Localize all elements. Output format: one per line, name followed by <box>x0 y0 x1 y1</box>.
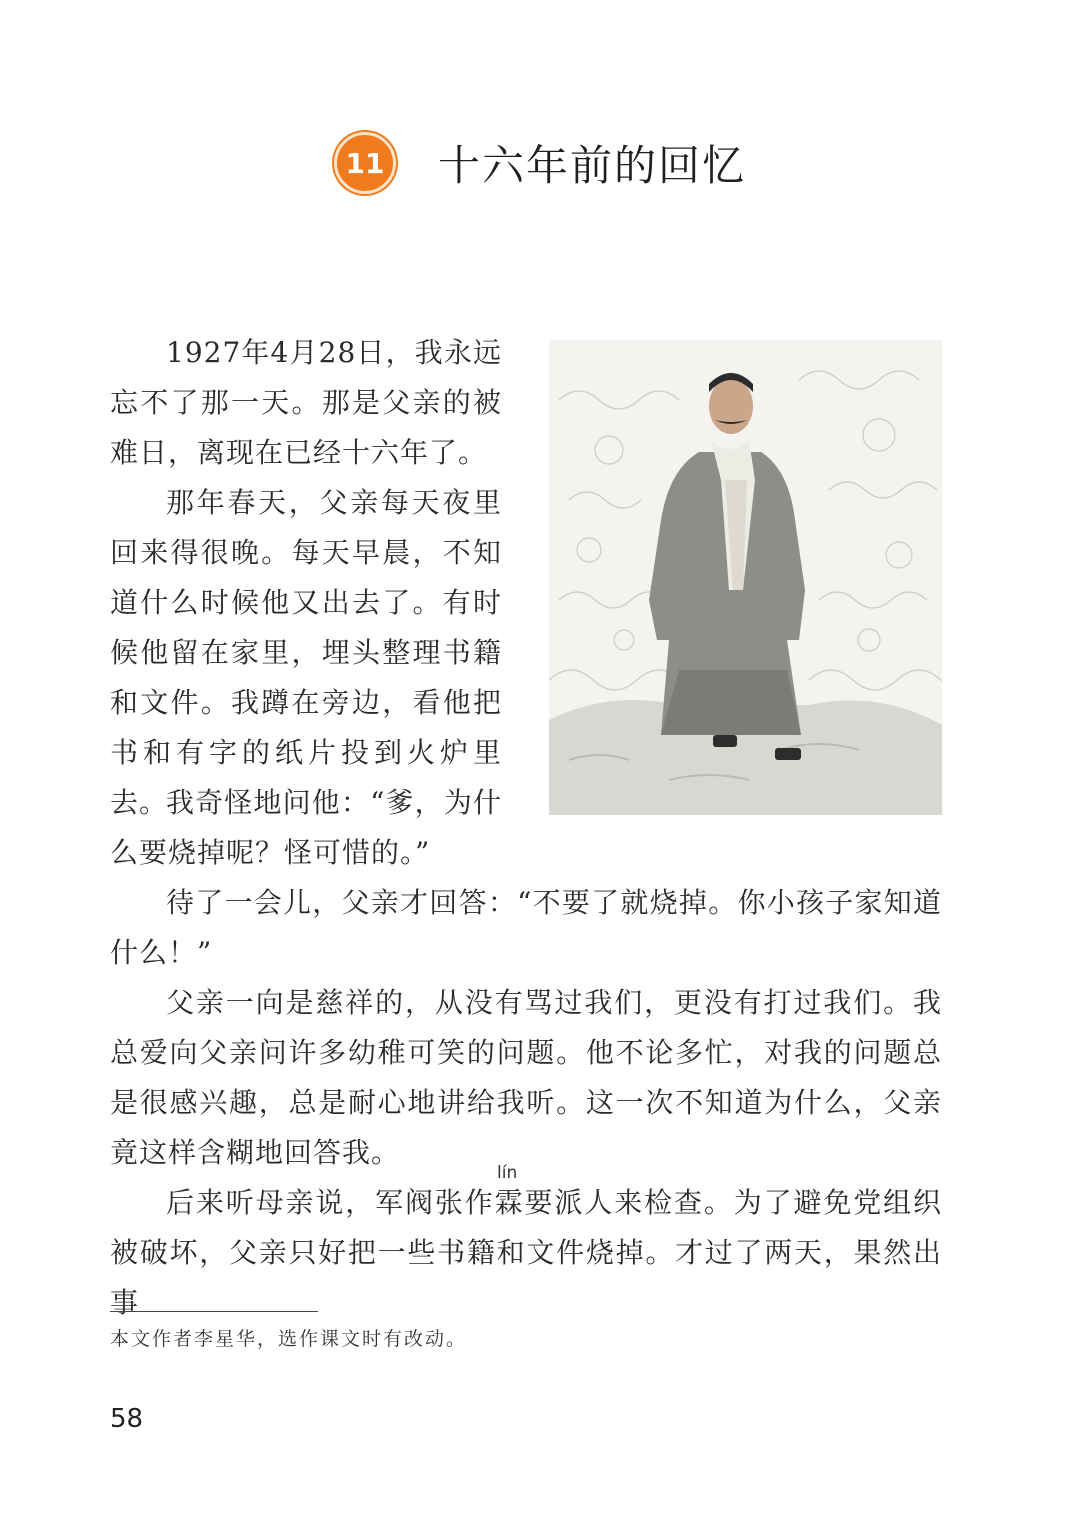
paragraph-2: 那年春天，父亲每天夜里回来得很晚。每天早晨，不知道什么时候他又出去了。有时候他留在家里，埋头整理书籍和文件。我蹲在旁边，看他把书和有字的纸片投到火炉里去。 <box>110 486 502 819</box>
paragraph-3: 我奇怪地问他：“爹，为什么要烧掉呢？怪可惜的。” <box>110 786 502 869</box>
paragraph-5: 父亲一向是慈祥的，从没有骂过我们，更没有打过我们。我总爱向父亲问许多幼稚可笑的问题。他不论多忙，对我的问题总是很感兴趣，总是耐心地讲给我听。这一次不知道为什么，父亲竟这样含糊地回答我。 <box>110 986 942 1169</box>
lesson-number-badge: 11 <box>334 132 396 194</box>
paragraph-6: 后来听母亲说，军阀张作霖要派人来检查。为了避免党组织被破坏，父亲只好把一些书籍和文件烧掉。才过了两天，果然出事 <box>110 1186 942 1319</box>
footnote: 本文作者李星华，选作课文时有改动。 <box>110 1328 468 1350</box>
lesson-header <box>0 132 1080 194</box>
page-number: 58 <box>110 1404 144 1434</box>
footnote-divider <box>110 1311 318 1312</box>
portrait-illustration <box>549 340 942 815</box>
paragraph-1: 1927年4月28日，我永远忘不了那一天。那是父亲的被难日，离现在已经十六年了。 <box>110 336 502 469</box>
page-title: 十六年前的回忆 <box>437 141 746 190</box>
pinyin-annotation: lín <box>497 1163 518 1183</box>
paragraph-4: 待了一会儿，父亲才回答：“不要了就烧掉。你小孩子家知道什么！” <box>110 886 942 969</box>
